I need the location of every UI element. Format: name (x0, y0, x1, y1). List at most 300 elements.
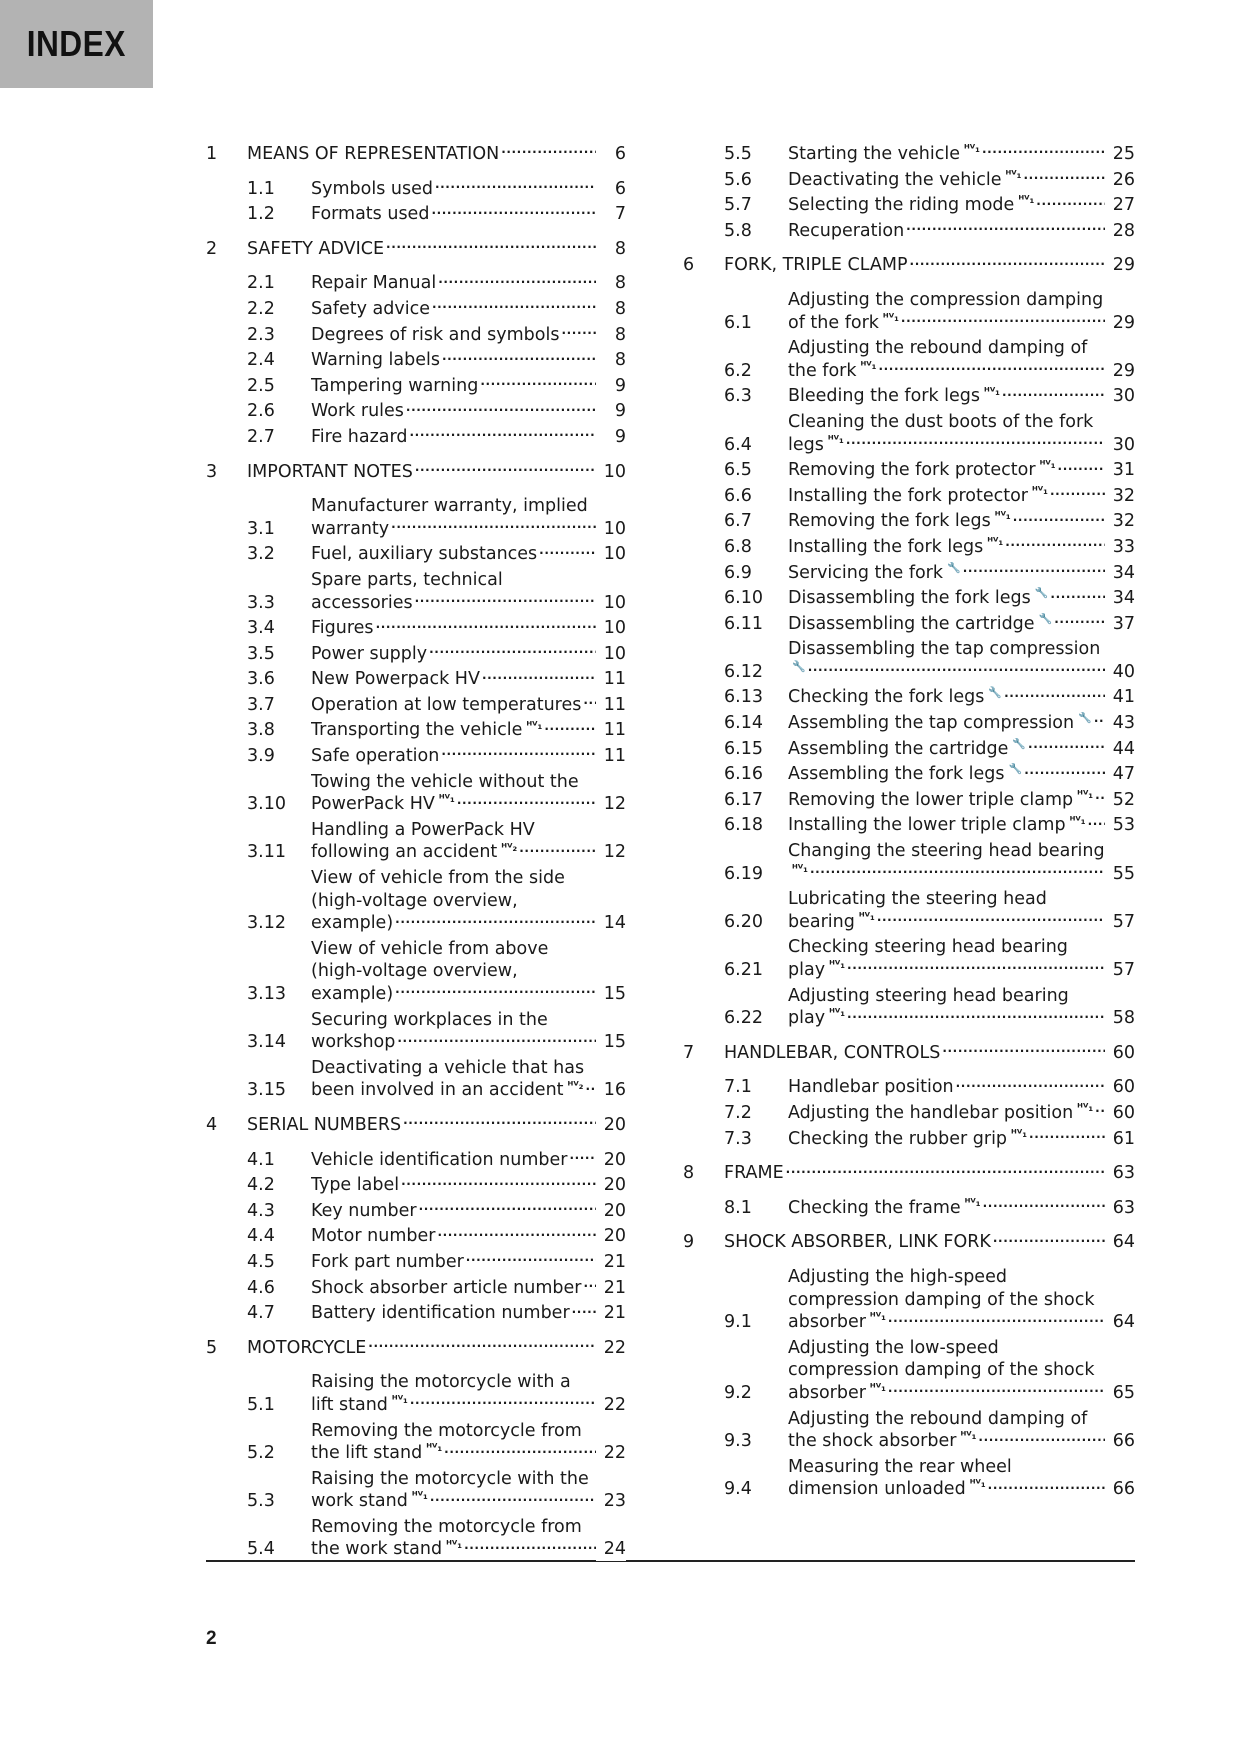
toc-section-entry[interactable] (206, 1149, 626, 1172)
toc-entry-title-text: Fork part number (311, 1251, 464, 1272)
toc-entry-title-wrap (311, 1251, 596, 1274)
toc-entry-number: 5.5 (724, 144, 752, 164)
toc-section-entry[interactable] (206, 643, 626, 666)
toc-entry-title-wrap (311, 643, 596, 666)
toc-entry-page: 66 (1105, 1478, 1135, 1501)
toc-entry-title-text: Installing the fork legs (788, 536, 984, 557)
toc-entry-number: 4.1 (247, 1149, 275, 1170)
toc-entry-number: 6.9 (724, 562, 752, 583)
toc-entry-number: 6.17 (724, 789, 763, 810)
toc-entry-title-text: IMPORTANT NOTES (247, 461, 413, 482)
toc-entry-title (311, 1201, 417, 1221)
toc-entry-number: 4.4 (247, 1226, 275, 1247)
toc-entry-title: Removing the motorcycle from the lift stand ᴴⱽ₁ ..... (311, 1421, 582, 1464)
toc-entry-number: 6.10 (724, 588, 763, 609)
toc-section-entry[interactable] (206, 543, 626, 566)
toc-entry-page: 28 (1105, 220, 1135, 243)
toc-section-entry[interactable] (206, 426, 626, 449)
toc-entry-title (311, 669, 480, 689)
toc-entry-title-text: SAFETY ADVICE (247, 238, 385, 259)
toc-section-entry[interactable] (206, 1009, 626, 1054)
toc-entry-title-wrap (788, 763, 1105, 786)
toc-entry-title-text: Cleaning the dust boots of the fork legs (788, 411, 1094, 455)
toc-entry-number: 4.3 (247, 1200, 275, 1221)
toc-entry-title: Removing the fork legs ᴴⱽ₁ ..... (788, 511, 1011, 531)
toc-entry-title-text: Adjusting the rebound damping of the fork (788, 338, 1088, 381)
toc-chapter-entry[interactable] (206, 143, 626, 166)
toc-entry-number: 9 (683, 1232, 695, 1253)
toc-entry-title-text: Removing the motorcycle from the work stand (311, 1516, 582, 1560)
toc-entry-title-text: Checking steering head bearing play (788, 937, 1068, 980)
toc-section-entry[interactable] (683, 712, 1135, 735)
toc-chapter-entry[interactable] (206, 238, 626, 261)
toc-entry-title (247, 144, 499, 164)
toc-entry-title-text: Tampering warning (311, 375, 479, 396)
toc-section-entry[interactable] (683, 789, 1135, 812)
toc-entry-number: 5.7 (724, 195, 752, 216)
toc-chapter-entry[interactable] (206, 1114, 626, 1137)
toc-entry-number: 2.6 (247, 401, 275, 422)
toc-section-entry[interactable] (206, 1057, 626, 1102)
toc-entry-title (247, 239, 384, 259)
toc-entry-number: 3.3 (247, 592, 275, 613)
toc-entry-title-text: Disassembling the fork legs (788, 588, 1031, 609)
toc-entry-page: 22 (596, 1394, 626, 1417)
toc-entry-number: 3.15 (247, 1080, 286, 1101)
toc-entry-page: 11 (596, 719, 626, 742)
toc-section-entry[interactable] (683, 459, 1135, 482)
toc-entry-title-wrap (311, 771, 596, 816)
toc-entry-title-wrap (311, 1420, 596, 1465)
toc-entry-title-wrap (311, 375, 596, 398)
toc-entry-title-text: Assembling the tap compression (788, 713, 1075, 734)
toc-entry-title-text: Removing the fork legs (788, 511, 991, 532)
toc-entry-number: 5.4 (247, 1539, 275, 1560)
toc-entry-title-text: Formats used (311, 204, 430, 225)
toc-entry-page: 32 (1105, 485, 1135, 508)
toc-entry-title-wrap (788, 1408, 1105, 1453)
toc-entry-title: Starting the vehicle ᴴⱽ₁ ..... (788, 144, 980, 164)
toc-entry-title-text: Bleeding the fork legs (788, 386, 981, 407)
toc-entry-title-wrap (788, 613, 1105, 636)
toc-section-entry[interactable] (683, 220, 1135, 243)
toc-entry-title-wrap (311, 1371, 596, 1416)
toc-entry-title: Servicing the fork 🔧 ..... (788, 563, 961, 583)
toc-entry-title-text: Fire hazard (311, 426, 408, 447)
toc-entry-title-text: Adjusting the compression damping of the fork (788, 289, 1104, 333)
toc-entry-page: 26 (1105, 169, 1135, 192)
toc-entry-title: Raising the motorcycle with a lift stand ᴴⱽ₁ ..... (311, 1372, 571, 1415)
toc-section-entry[interactable] (683, 936, 1135, 981)
toc-entry-title-text: Removing the fork protector (788, 460, 1036, 481)
toc-entry-title-wrap (311, 543, 596, 566)
toc-section-entry[interactable] (206, 375, 626, 398)
toc-entry-title-text: MOTORCYCLE (247, 1337, 367, 1358)
toc-entry-number: 4.2 (247, 1175, 275, 1196)
toc-entry-number: 8 (683, 1163, 695, 1184)
toc-entry-title-text: Servicing the fork (788, 562, 944, 583)
toc-section-entry[interactable] (683, 1456, 1135, 1501)
toc-entry-title (724, 1163, 784, 1183)
toc-section-entry[interactable] (683, 763, 1135, 786)
toc-entry-title-wrap (788, 936, 1105, 981)
toc-section-entry[interactable] (683, 1197, 1135, 1220)
toc-section-entry[interactable] (206, 771, 626, 816)
toc-entry-title-wrap (788, 789, 1105, 812)
toc-section-entry[interactable] (683, 485, 1135, 508)
toc-section-entry[interactable] (206, 569, 626, 614)
toc-entry-title-text: Safe operation (311, 746, 440, 767)
toc-entry-title: Measuring the rear wheel dimension unloaded ᴴⱽ₁ ..... (788, 1457, 1012, 1500)
toc-entry-page: 57 (1105, 911, 1135, 934)
toc-entry-title-wrap (788, 411, 1105, 456)
toc-entry-number: 6.15 (724, 738, 763, 759)
toc-section-entry[interactable] (683, 1076, 1135, 1099)
toc-entry-title-text: View of vehicle from above (high-voltage overview, example) (311, 938, 549, 1004)
toc-entry-title (724, 1043, 940, 1063)
toc-section-entry[interactable] (206, 324, 626, 347)
toc-entry-title-wrap (311, 938, 596, 1006)
toc-entry-title-wrap (311, 1302, 596, 1325)
toc-entry-title: Checking steering head bearing play ᴴⱽ₁ ..... (788, 937, 1068, 980)
toc-entry-title-wrap (788, 1076, 1105, 1099)
toc-entry-page: 25 (1105, 143, 1135, 166)
toc-section-entry[interactable] (683, 289, 1135, 334)
toc-entry-title-text: Assembling the cartridge (788, 738, 1009, 759)
toc-entry-number: 6.12 (724, 661, 763, 682)
toc-entry-number: 3.8 (247, 720, 275, 741)
toc-section-entry[interactable] (683, 562, 1135, 585)
toc-section-entry[interactable] (683, 510, 1135, 533)
toc-section-entry[interactable] (206, 203, 626, 226)
page-number: 2 (206, 1628, 217, 1649)
toc-entry-title-wrap (311, 617, 596, 640)
toc-section-entry[interactable] (683, 1128, 1135, 1151)
toc-section-entry[interactable] (206, 1302, 626, 1325)
toc-entry-number: 5.3 (247, 1491, 275, 1512)
toc-entry-title-text: FRAME (724, 1163, 784, 1184)
toc-section-entry[interactable] (206, 938, 626, 1006)
toc-entry-number: 6.4 (724, 434, 752, 455)
toc-entry-title-wrap (724, 254, 1105, 277)
toc-entry-title: Removing the motorcycle from the work stand ᴴⱽ₁ ..... (311, 1517, 582, 1560)
toc-section-entry[interactable] (206, 272, 626, 295)
toc-entry-number: 3.11 (247, 842, 286, 863)
toc-entry-number: 5 (206, 1337, 218, 1358)
toc-section-entry[interactable] (206, 719, 626, 742)
toc-entry-title-text: Securing workplaces in the workshop (311, 1009, 548, 1053)
toc-entry-page: 58 (1105, 1007, 1135, 1030)
toc-entry-title-text: Fuel, auxiliary substances (311, 544, 538, 565)
toc-entry-title (311, 204, 429, 224)
toc-entry-page: 12 (596, 793, 626, 816)
toc-entry-title-wrap (788, 888, 1105, 933)
toc-section-entry[interactable] (206, 617, 626, 640)
toc-entry-page: 24 (596, 1538, 626, 1561)
toc-entry-title-text: Handlebar position (788, 1077, 954, 1098)
toc-entry-page: 40 (1105, 661, 1135, 684)
toc-entry-page: 10 (596, 518, 626, 541)
toc-entry-page: 10 (596, 617, 626, 640)
toc-section-entry[interactable] (206, 867, 626, 935)
toc-section-entry[interactable] (683, 738, 1135, 761)
toc-section-entry[interactable] (206, 1251, 626, 1274)
toc-entry-number: 2.2 (247, 298, 275, 319)
toc-entry-title-text: Motor number (311, 1226, 436, 1247)
toc-entry-title-wrap (788, 638, 1105, 683)
toc-entry-title: Selecting the riding mode ᴴⱽ₁ ..... (788, 195, 1034, 215)
toc-entry-title: Cleaning the dust boots of the fork legs ᴴⱽ₁ ..... (788, 412, 1093, 455)
toc-entry-title-wrap (247, 238, 596, 261)
toc-entry-title-wrap (311, 1149, 596, 1172)
toc-entry-title-text: Towing the vehicle without the PowerPack HV (311, 771, 579, 815)
toc-entry-title-text: SERIAL NUMBERS (247, 1114, 402, 1135)
toc-entry-title-wrap (724, 1231, 1105, 1254)
toc-section-entry[interactable] (206, 1371, 626, 1416)
toc-entry-number: 2.1 (247, 273, 275, 294)
toc-entry-title: Raising the motorcycle with the work stand ᴴⱽ₁ ..... (311, 1469, 589, 1512)
toc-entry-number: 7.2 (724, 1102, 752, 1123)
toc-section-entry[interactable] (683, 337, 1135, 382)
toc-entry-page: 21 (596, 1302, 626, 1325)
toc-entry-title-wrap (788, 337, 1105, 382)
toc-entry-number: 1 (206, 144, 218, 164)
toc-entry-page: 8 (596, 238, 626, 261)
toc-section-entry[interactable] (206, 1174, 626, 1197)
toc-section-entry[interactable] (206, 178, 626, 201)
toc-section-entry[interactable] (683, 888, 1135, 933)
toc-entry-title-wrap (788, 985, 1105, 1030)
toc-entry-title-text: SHOCK ABSORBER, LINK FORK (724, 1232, 991, 1253)
toc-right-column (683, 143, 1135, 1504)
toc-entry-number: 7.1 (724, 1077, 752, 1098)
toc-entry-title-wrap (311, 1057, 596, 1102)
toc-section-entry[interactable] (206, 298, 626, 321)
toc-entry-number: 3.4 (247, 618, 275, 639)
toc-section-entry[interactable] (683, 686, 1135, 709)
toc-entry-title: Deactivating the vehicle ᴴⱽ₁ ..... (788, 170, 1021, 190)
toc-entry-title (311, 570, 503, 613)
toc-entry-title (311, 1278, 581, 1298)
toc-entry-title-wrap (788, 1197, 1105, 1220)
toc-chapter-entry[interactable] (683, 1162, 1135, 1185)
toc-entry-page: 10 (596, 643, 626, 666)
toc-left-column (206, 143, 626, 1564)
toc-entry-title-text: Warning labels (311, 350, 440, 371)
toc-entry-title-wrap (788, 814, 1105, 837)
toc-entry-title-wrap (311, 203, 596, 226)
toc-entry-title (311, 695, 581, 715)
toc-entry-title-wrap (247, 1337, 596, 1360)
toc-entry-page: 47 (1105, 763, 1135, 786)
toc-entry-title-wrap (788, 143, 1105, 166)
toc-entry-number: 6.2 (724, 360, 752, 381)
toc-entry-title-text: Deactivating a vehicle that has been involved in an accident (311, 1057, 585, 1101)
toc-entry-title-wrap (311, 400, 596, 423)
toc-section-entry[interactable] (683, 1266, 1135, 1334)
toc-entry-title (311, 618, 374, 638)
toc-entry-page: 9 (596, 375, 626, 398)
toc-entry-title: Checking the rubber grip ᴴⱽ₁ ..... (788, 1129, 1027, 1149)
toc-entry-page: 11 (596, 694, 626, 717)
toc-section-entry[interactable] (206, 1420, 626, 1465)
toc-entry-title-text: Adjusting the handlebar position (788, 1102, 1074, 1123)
toc-entry-title-wrap (788, 562, 1105, 585)
toc-entry-title-wrap (724, 1162, 1105, 1185)
toc-section-entry[interactable] (206, 349, 626, 372)
toc-section-entry[interactable] (683, 385, 1135, 408)
toc-section-entry[interactable] (683, 840, 1135, 885)
toc-entry-number: 9.2 (724, 1382, 752, 1403)
toc-section-entry[interactable] (683, 1102, 1135, 1125)
toc-section-entry[interactable] (683, 143, 1135, 166)
toc-chapter-entry[interactable] (206, 461, 626, 484)
toc-entry-page: 10 (596, 461, 626, 484)
toc-entry-title-text: Adjusting the high-speed compression damping of the shock absorber (788, 1266, 1095, 1333)
toc-entry-number: 6.8 (724, 536, 752, 557)
toc-entry-title (311, 939, 548, 1004)
toc-entry-title-wrap (788, 738, 1105, 761)
toc-entry-number: 5.1 (247, 1394, 275, 1415)
toc-entry-number: 6.21 (724, 960, 763, 980)
toc-entry-title: Adjusting the rebound damping of the fork ᴴⱽ₁ ..... (788, 338, 1087, 381)
toc-entry-number: 6 (683, 255, 695, 276)
toc-entry-title (788, 221, 904, 241)
toc-entry-title-text: Lubricating the steering head bearing (788, 889, 1047, 932)
toc-entry-title-wrap (788, 385, 1105, 408)
toc-entry-page: 57 (1105, 959, 1135, 982)
toc-section-entry[interactable] (683, 1408, 1135, 1453)
toc-section-entry[interactable] (206, 1468, 626, 1513)
toc-section-entry[interactable] (683, 613, 1135, 636)
toc-section-entry[interactable] (206, 1200, 626, 1223)
toc-entry-page: 8 (596, 298, 626, 321)
toc-entry-title (788, 1077, 954, 1097)
toc-entry-title-wrap (788, 712, 1105, 735)
toc-entry-title: Checking the fork legs 🔧 ..... (788, 687, 1002, 707)
toc-chapter-entry[interactable] (206, 1337, 626, 1360)
toc-entry-page: 6 (596, 143, 626, 166)
toc-entry-page: 61 (1105, 1128, 1135, 1151)
toc-section-entry[interactable] (683, 411, 1135, 456)
toc-entry-page: 6 (596, 178, 626, 201)
toc-entry-page: 21 (596, 1251, 626, 1274)
toc-entry-title (311, 179, 433, 199)
toc-entry-title-wrap (311, 298, 596, 321)
toc-entry-title-text: Installing the lower triple clamp (788, 815, 1066, 836)
toc-section-entry[interactable] (206, 1225, 626, 1248)
toc-entry-page: 66 (1105, 1430, 1135, 1453)
toc-entry-title-wrap (311, 1174, 596, 1197)
toc-entry-title-wrap (311, 1277, 596, 1300)
toc-chapter-entry[interactable] (683, 1231, 1135, 1254)
toc-entry-title-wrap (788, 194, 1105, 217)
toc-entry-page: 8 (596, 349, 626, 372)
toc-entry-title-text: Battery identification number (311, 1303, 570, 1324)
toc-section-entry[interactable] (206, 668, 626, 691)
toc-entry-title: Handling a PowerPack HV following an accident ᴴⱽ₂ ..... (311, 820, 535, 863)
toc-entry-title (247, 462, 413, 482)
toc-entry-page: 34 (1105, 562, 1135, 585)
toc-entry-title: Assembling the fork legs 🔧 ..... (788, 764, 1022, 784)
toc-entry-page: 10 (596, 592, 626, 615)
toc-entry-title-wrap (311, 745, 596, 768)
toc-entry-number: 3.1 (247, 518, 275, 539)
toc-entry-title-text: Operation at low temperatures (311, 694, 582, 715)
footer-rule (206, 1560, 1135, 1562)
toc-entry-title-text: Recuperation (788, 220, 905, 241)
toc-entry-title: Removing the fork protector ᴴⱽ₁ ..... (788, 460, 1056, 480)
toc-section-entry[interactable] (206, 400, 626, 423)
toc-entry-number: 3 (206, 461, 218, 482)
toc-entry-title (311, 325, 559, 345)
toc-entry-title: Adjusting the high-speed compression damping of the shock absorber ᴴⱽ₁ ..... (788, 1267, 1095, 1332)
toc-section-entry[interactable] (683, 985, 1135, 1030)
toc-entry-page: 33 (1105, 536, 1135, 559)
toc-entry-title-text: Removing the lower triple clamp (788, 789, 1074, 810)
toc-entry-title (311, 1150, 567, 1170)
toc-section-entry[interactable] (206, 694, 626, 717)
toc-entry-number: 6.22 (724, 1008, 763, 1029)
toc-entry-title (247, 1115, 401, 1135)
toc-entry-title-text: Spare parts, technical accessories (311, 569, 503, 613)
toc-section-entry[interactable] (206, 1516, 626, 1561)
toc-entry-page: 7 (596, 203, 626, 226)
toc-entry-title (311, 376, 478, 396)
toc-entry-title-wrap (788, 1128, 1105, 1151)
toc-entry-page: 20 (596, 1174, 626, 1197)
toc-section-entry[interactable] (206, 495, 626, 540)
toc-entry-number: 3.5 (247, 643, 275, 664)
toc-section-entry[interactable] (683, 814, 1135, 837)
toc-entry-page: 23 (596, 1490, 626, 1513)
toc-entry-title-text: Checking the frame (788, 1197, 961, 1218)
toc-entry-title-text: Starting the vehicle (788, 144, 960, 164)
toc-section-entry[interactable] (683, 194, 1135, 217)
toc-entry-title (311, 350, 440, 370)
toc-entry-title-wrap (311, 819, 596, 864)
toc-entry-title-wrap (788, 459, 1105, 482)
toc-entry-title-text: Figures (311, 618, 374, 639)
toc-entry-page: 31 (1105, 459, 1135, 482)
toc-section-entry[interactable] (683, 536, 1135, 559)
toc-section-entry[interactable] (206, 1277, 626, 1300)
toc-entry-page: 64 (1105, 1231, 1135, 1254)
toc-entry-title: Deactivating a vehicle that has been involved in an accident ᴴⱽ₂ ..... (311, 1058, 584, 1101)
toc-chapter-entry[interactable] (683, 254, 1135, 277)
toc-section-entry[interactable] (683, 1337, 1135, 1405)
toc-section-entry[interactable] (683, 169, 1135, 192)
toc-entry-title-wrap (311, 324, 596, 347)
toc-chapter-entry[interactable] (683, 1042, 1135, 1065)
toc-entry-title-text: HANDLEBAR, CONTROLS (724, 1042, 941, 1063)
toc-section-entry[interactable] (683, 638, 1135, 683)
toc-entry-title-text: Shock absorber article number (311, 1277, 582, 1298)
toc-entry-page: 11 (596, 668, 626, 691)
toc-entry-title-text: New Powerpack HV (311, 669, 480, 690)
toc-entry-page: 22 (596, 1442, 626, 1465)
toc-section-entry[interactable] (683, 587, 1135, 610)
toc-entry-title: Adjusting steering head bearing play ᴴⱽ₁ ..... (788, 986, 1069, 1029)
toc-entry-page: 60 (1105, 1042, 1135, 1065)
toc-entry-title-wrap (724, 1042, 1105, 1065)
toc-entry-number: 3.13 (247, 984, 286, 1004)
toc-section-entry[interactable] (206, 745, 626, 768)
toc-section-entry[interactable] (206, 819, 626, 864)
toc-entry-title-text: Measuring the rear wheel dimension unloaded (788, 1456, 1012, 1500)
toc-entry-number: 5.8 (724, 220, 752, 241)
index-tab (0, 0, 153, 88)
